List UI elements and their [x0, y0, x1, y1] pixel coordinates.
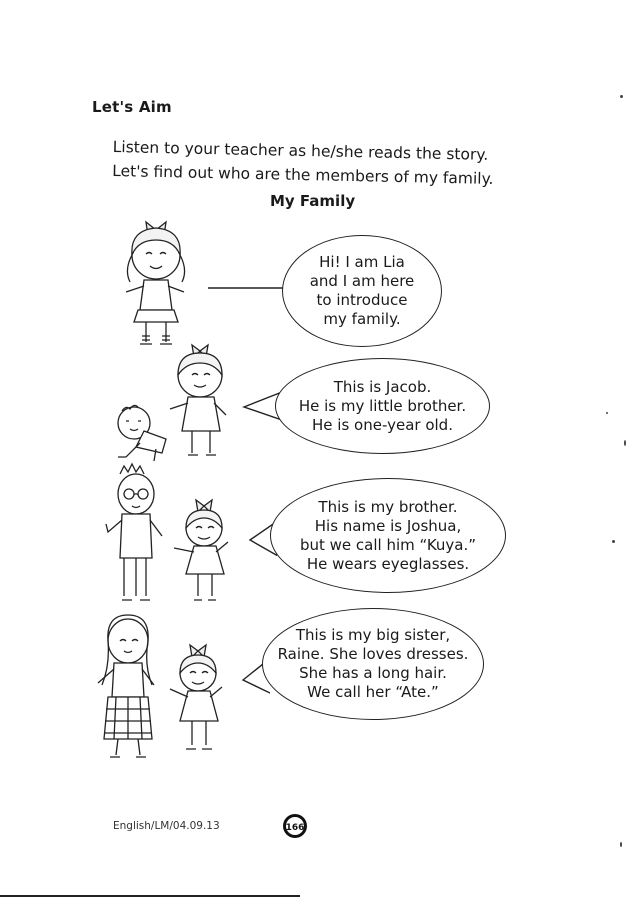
bubble-line: He wears eyeglasses. [306, 554, 470, 573]
scan-speck [606, 412, 608, 414]
lia-illustration [108, 210, 208, 350]
page-number-seal [280, 812, 310, 840]
bubble-line: We call her “Ate.” [307, 683, 439, 701]
instruction-line-1: Listen to your teacher as he/she reads the story. [112, 137, 489, 164]
bubble-line: Raine. She loves dresses. [277, 645, 469, 663]
section-heading: Let's Aim [92, 98, 172, 116]
bubble-line: This is Jacob. [333, 377, 432, 396]
raine-lia-illustration [86, 605, 246, 765]
bubble-line: He is one-year old. [312, 415, 453, 434]
bubble-line: my family. [323, 310, 401, 328]
speech-bubble-raine [262, 608, 484, 720]
page-number-badge [280, 812, 310, 840]
scan-speck [620, 95, 623, 98]
instruction-line-2: Let's find out who are the members of my family. [112, 161, 494, 188]
speech-bubble-joshua [270, 478, 506, 593]
bubble-line: to introduce [316, 291, 408, 309]
footer-code: English/LM/04.09.13 [113, 820, 220, 832]
bubble-line: He is my little brother. [298, 396, 467, 415]
bottom-rule [0, 895, 300, 897]
joshua-lia-illustration [100, 462, 250, 612]
bubble-line: His name is Joshua, [314, 516, 462, 535]
bubble-line: She has a long hair. [299, 664, 447, 682]
bubble-line: This is my big sister, [295, 626, 451, 644]
bubble-line: This is my brother. [318, 497, 458, 516]
bubble-line: but we call him “Kuya.” [299, 535, 477, 554]
bubble-line: Hi! I am Lia [319, 253, 405, 271]
speech-bubble-lia [282, 235, 442, 347]
scan-speck [624, 440, 626, 446]
story-title: My Family [270, 192, 356, 210]
bubble-line: and I am here [309, 272, 415, 290]
speech-bubble-jacob [275, 358, 490, 454]
lia-jacob-illustration [96, 335, 246, 465]
page-number: 166 [285, 823, 305, 833]
scan-speck [620, 842, 622, 847]
scan-speck [612, 540, 615, 543]
